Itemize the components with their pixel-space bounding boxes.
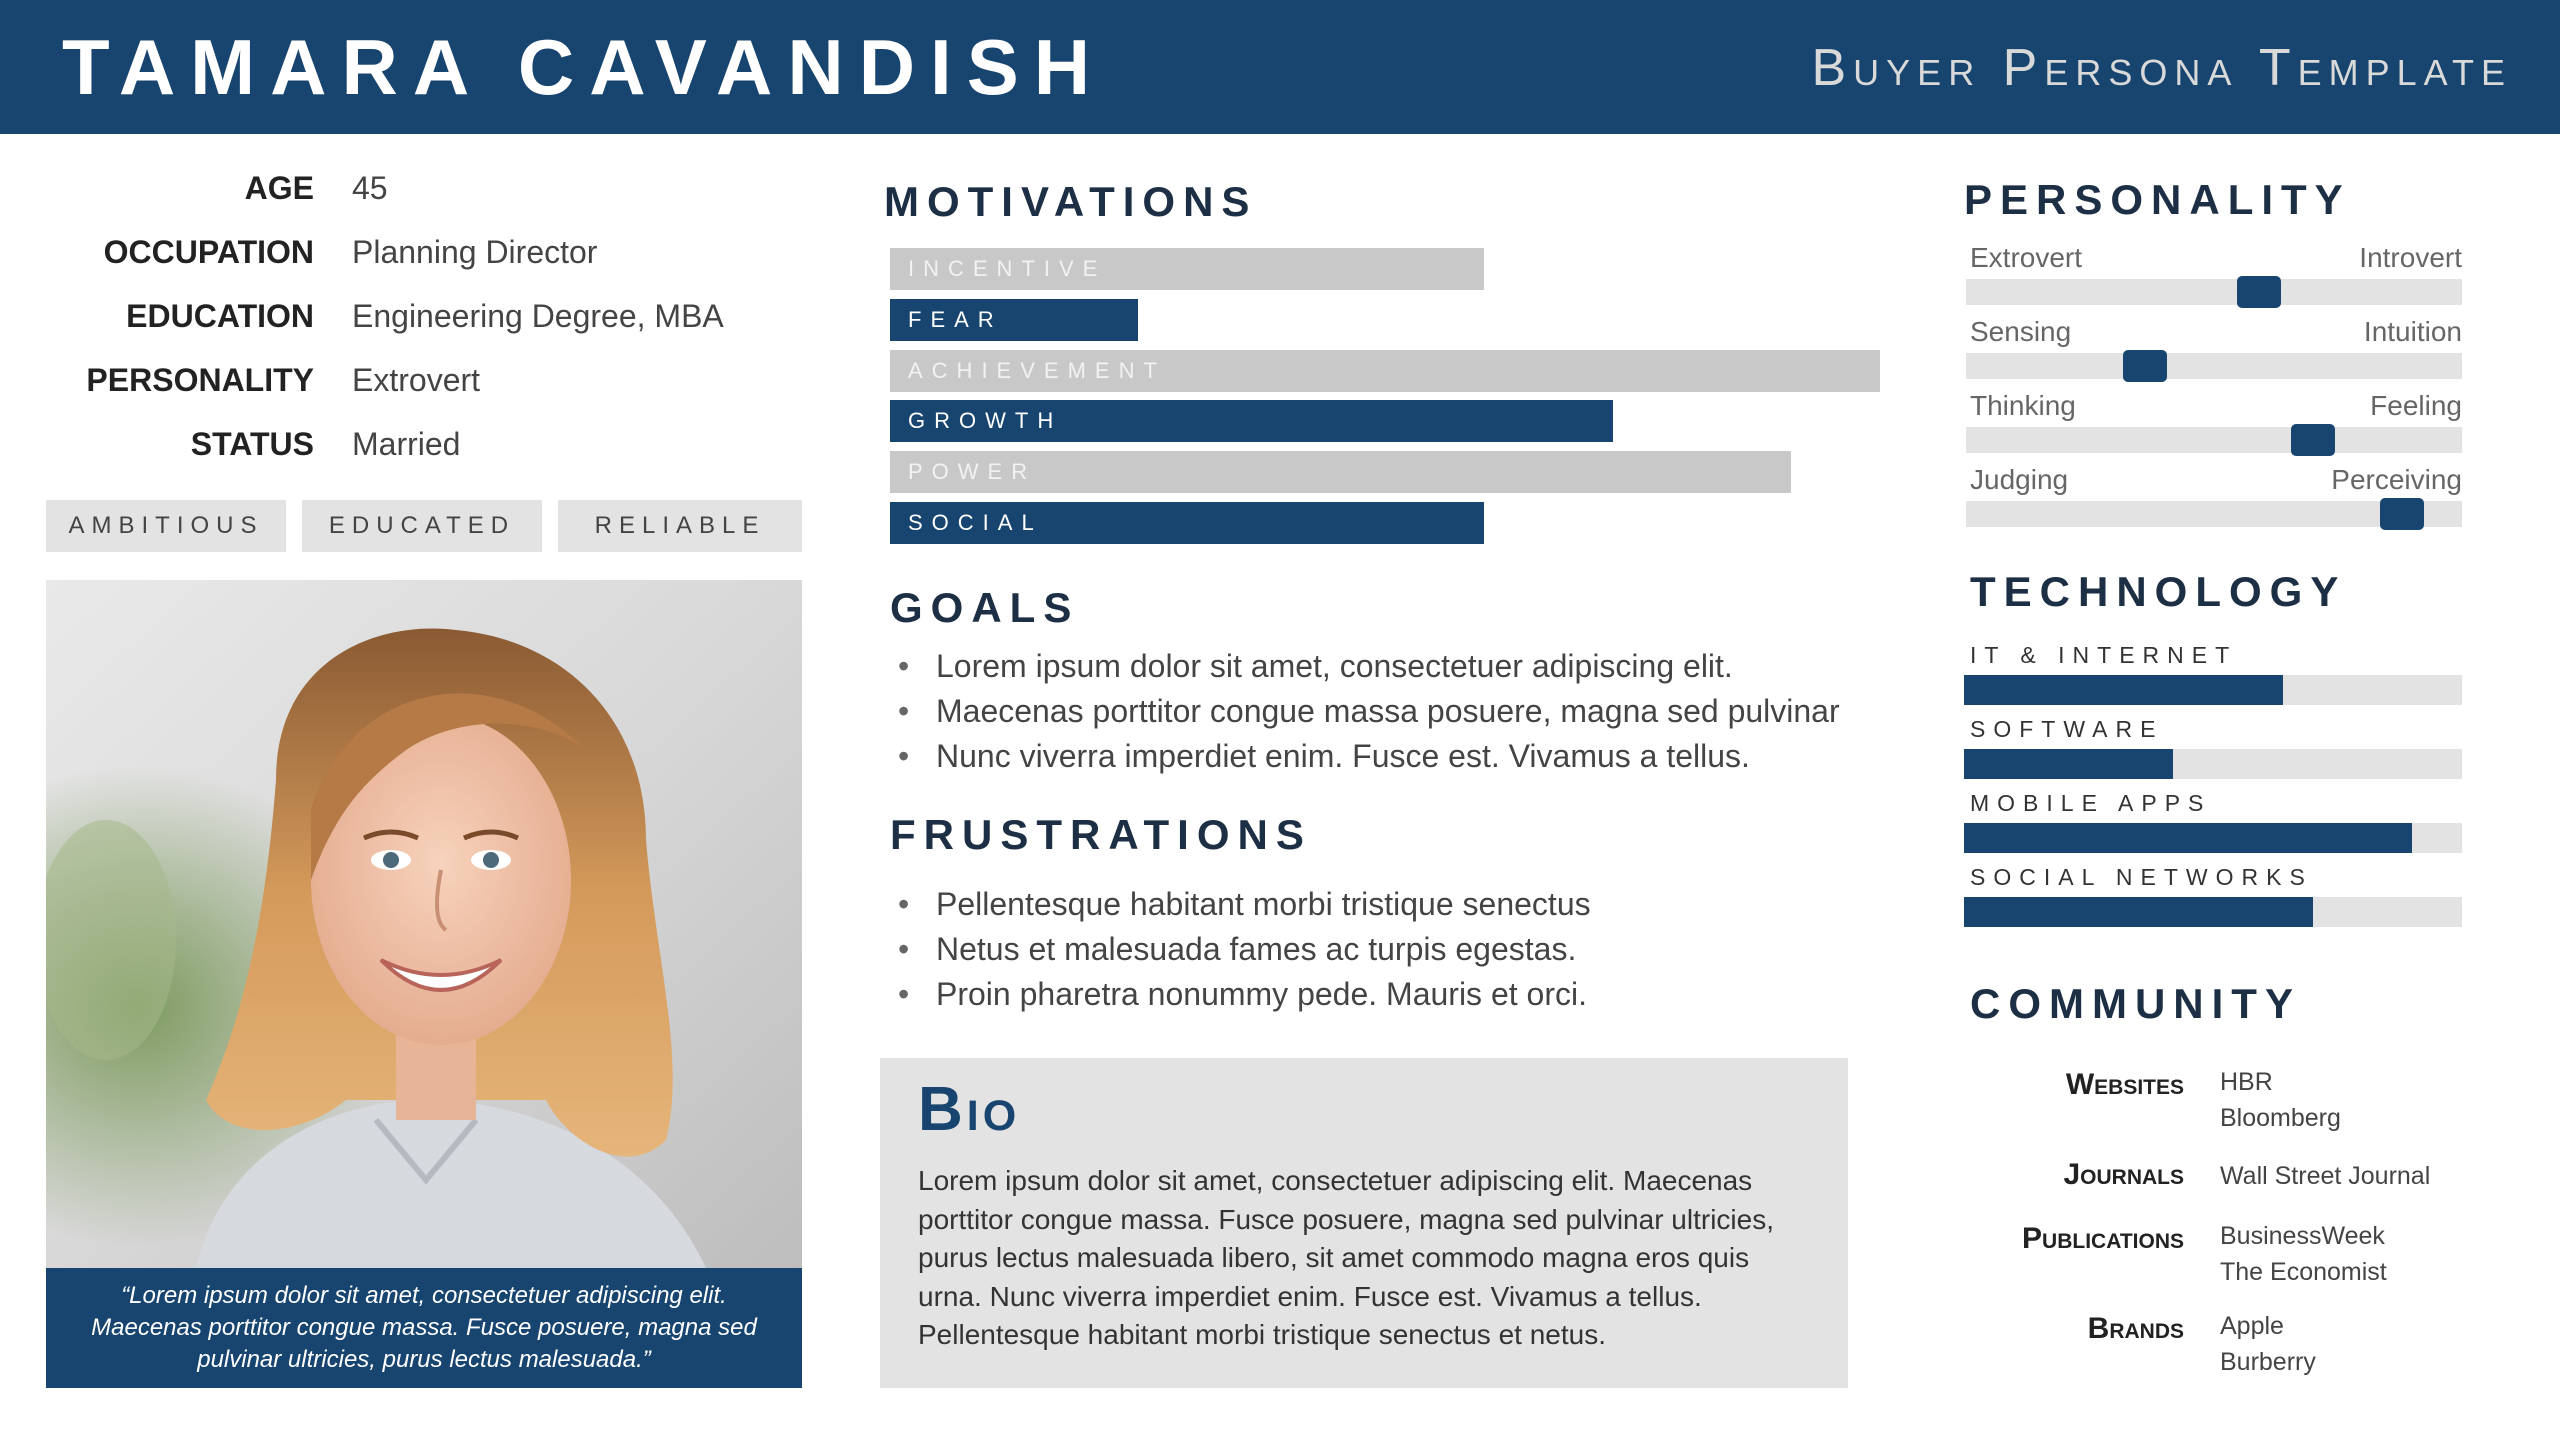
scale-right-label: Feeling (2370, 390, 2462, 421)
list-item: • Maecenas porttitor congue massa posuere, magna sed pulvinar (890, 689, 1840, 734)
list-item: • Netus et malesuada fames ac turpis egestas. (890, 927, 1591, 972)
scale-right-label: Introvert (2359, 242, 2462, 273)
list-item: • Lorem ipsum dolor sit amet, consectetuer adipiscing elit. (890, 644, 1840, 689)
personality-slider-track (1966, 279, 2462, 305)
portrait-illustration (46, 580, 802, 1268)
tech-label: IT & INTERNET (1970, 642, 2238, 668)
tech-bar-fill (1964, 823, 2412, 853)
motivation-bar-achievement (890, 350, 1880, 392)
personality-slider-knob[interactable] (2380, 498, 2424, 530)
list-item: • Pellentesque habitant morbi tristique senectus (890, 882, 1591, 927)
personality-slider-track (1966, 501, 2462, 527)
profile-value-age: 45 (352, 170, 388, 206)
profile-value-status: Married (352, 426, 461, 462)
motivation-label: ACHIEVEMENT (908, 358, 1166, 383)
list-item: • Nunc viverra imperdiet enim. Fusce est. Vivamus a tellus. (890, 734, 1840, 779)
profile-label-occupation: OCCUPATION (103, 234, 314, 270)
scale-right-label: Intuition (2363, 316, 2462, 347)
personality-slider-knob[interactable] (2237, 276, 2281, 308)
motivation-label: INCENTIVE (908, 256, 1107, 281)
tech-bar-track (1964, 897, 2462, 927)
community-value: Wall Street Journal (2220, 1162, 2431, 1190)
technology-title: TECHNOLOGY (1970, 568, 2347, 615)
motivation-bar-growth (890, 400, 1613, 442)
tech-label: MOBILE APPS (1970, 790, 2212, 816)
template-title: Buyer Persona Template (1811, 39, 2512, 97)
community-label-journals: Journals (2063, 1158, 2184, 1191)
tech-bar-fill (1964, 675, 2283, 705)
scale-left-label: Thinking (1970, 390, 2076, 421)
scale-left-label: Extrovert (1970, 242, 2083, 273)
motivation-bar-fear (890, 299, 1138, 341)
motivation-bar-incentive (890, 248, 1484, 290)
tech-bar-fill (1964, 749, 2173, 779)
community-value: Bloomberg (2220, 1104, 2341, 1132)
community-label-brands: Brands (2087, 1312, 2184, 1345)
motivation-label: GROWTH (908, 408, 1063, 433)
community-label-websites: Websites (2065, 1068, 2184, 1101)
tech-label: SOCIAL NETWORKS (1970, 864, 2313, 890)
community-value: Burberry (2220, 1348, 2316, 1376)
persona-photo (46, 580, 802, 1268)
scale-right-label: Perceiving (2331, 464, 2462, 495)
frustrations-title: FRUSTRATIONS (890, 811, 1312, 858)
profile-value-occupation: Planning Director (352, 234, 598, 270)
goals-title: GOALS (890, 584, 1080, 631)
scale-left-label: Judging (1970, 464, 2069, 495)
motivation-bar-social (890, 502, 1484, 544)
motivation-label: POWER (908, 459, 1037, 484)
list-item: • Proin pharetra nonummy pede. Mauris et orci. (890, 972, 1591, 1017)
community-label-publications: Publications (2022, 1222, 2184, 1255)
profile-value-education: Engineering Degree, MBA (352, 298, 724, 334)
community-value: HBR (2220, 1068, 2273, 1096)
bio-title: Bio (918, 1075, 1021, 1144)
persona-quote: “Lorem ipsum dolor sit amet, consectetuer adipiscing elit. Maecenas porttitor congue massa. Fusce posuere, magna sed pulvinar ultricies, purus lectus malesuada.” (46, 1268, 802, 1388)
scale-left-label: Sensing (1970, 316, 2072, 347)
personality-slider-track (1966, 353, 2462, 379)
motivation-bar-power (890, 451, 1791, 493)
personality-slider-track (1966, 427, 2462, 453)
profile-label-education: EDUCATION (126, 298, 314, 334)
frustrations-list (890, 882, 1591, 1017)
tech-bar-fill (1964, 897, 2313, 927)
trait-tag: RELIABLE (558, 500, 802, 552)
community-value: BusinessWeek (2220, 1222, 2385, 1250)
motivation-label: SOCIAL (908, 510, 1043, 535)
profile-value-personality: Extrovert (352, 362, 481, 398)
tech-bar-track (1964, 749, 2462, 779)
tech-label: SOFTWARE (1970, 716, 2164, 742)
tech-bar-track (1964, 823, 2462, 853)
tech-bar-track (1964, 675, 2462, 705)
profile-label-personality: PERSONALITY (86, 362, 314, 398)
personality-title: PERSONALITY (1964, 176, 2351, 223)
community-value: The Economist (2220, 1258, 2387, 1286)
community-title: COMMUNITY (1970, 980, 2301, 1027)
profile-label-status: STATUS (190, 426, 314, 462)
trait-tag: EDUCATED (302, 500, 542, 552)
profile-label-age: AGE (244, 170, 314, 206)
personality-slider-knob[interactable] (2291, 424, 2335, 456)
persona-name: TAMARA CAVANDISH (62, 23, 1106, 111)
motivations-title: MOTIVATIONS (884, 178, 1258, 225)
goals-list (890, 644, 1840, 779)
personality-slider-knob[interactable] (2123, 350, 2167, 382)
community-value: Apple (2220, 1312, 2284, 1340)
motivation-label: FEAR (908, 307, 1003, 332)
bio-text: Lorem ipsum dolor sit amet, consectetuer adipiscing elit. Maecenas porttitor congue massa. Fusce posuere, magna sed pulvinar ultricies, purus lectus malesuada libero, sit amet commodo magna eros quis urna. Nunc viverra imperdiet enim. Fusce est. Vivamus a tellus. Pellentesque habitant morbi tristique senectus et netus. (918, 1165, 1774, 1350)
trait-tag: AMBITIOUS (46, 500, 286, 552)
